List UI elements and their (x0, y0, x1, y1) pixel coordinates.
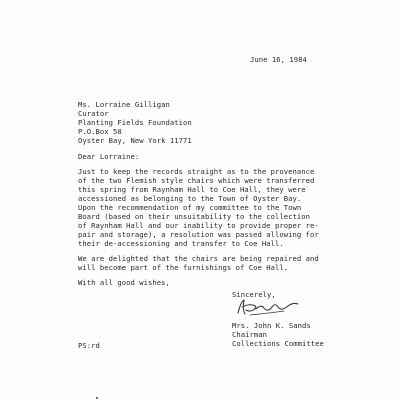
paragraph-1-line: Board (based on their unsuitability to the collection (78, 212, 310, 221)
paper-speck (96, 397, 98, 399)
paragraph-1-line: pair and storage), a resolution was passed allowing for (78, 230, 319, 239)
paragraph-1-line: Upon the recommendation of my committee to the Town (78, 203, 302, 212)
recipient-po-box: P.O.Box 58 (78, 127, 122, 136)
paragraph-2-line: We are delighted that the chairs are being repaired and (78, 254, 319, 263)
recipient-organization: Planting Fields Foundation (78, 118, 192, 127)
letter-date: June 16, 1984 (250, 55, 307, 64)
paragraph-2-line: will become part of the furnishings of Coe Hall. (78, 263, 289, 272)
typist-initials: PS:rd (78, 341, 100, 350)
signer-title: Chairman (232, 330, 268, 339)
recipient-city: Oyster Bay, New York 11771 (78, 136, 192, 145)
salutation: Dear Lorraine: (78, 152, 140, 161)
paragraph-1-line: this spring from Raynham Hall to Coe Hall, they were (78, 185, 306, 194)
paragraph-1-line: accessioned as belonging to the Town of Oyster Bay. (78, 194, 302, 203)
paragraph-1-line: Just to keep the records straight as to the provenance (78, 167, 315, 176)
sign-off: Sincerely, (232, 290, 276, 299)
paragraph-1-line: of the two Flemish style chairs which were transferred (78, 176, 315, 185)
closing-line: With all good wishes, (78, 278, 170, 287)
signer-committee: Collections Committee (232, 339, 324, 348)
paragraph-1-line: their de-accessioning and transfer to Coe Hall. (78, 239, 284, 248)
signer-name: Mrs. John K. Sands (232, 321, 311, 330)
recipient-title: Curator (78, 109, 109, 118)
handwritten-signature (232, 295, 302, 319)
paragraph-1-line: of Raynham Hall and our inability to provide proper re- (78, 221, 319, 230)
recipient-name: Ms. Lorraine Gilligan (78, 100, 170, 109)
